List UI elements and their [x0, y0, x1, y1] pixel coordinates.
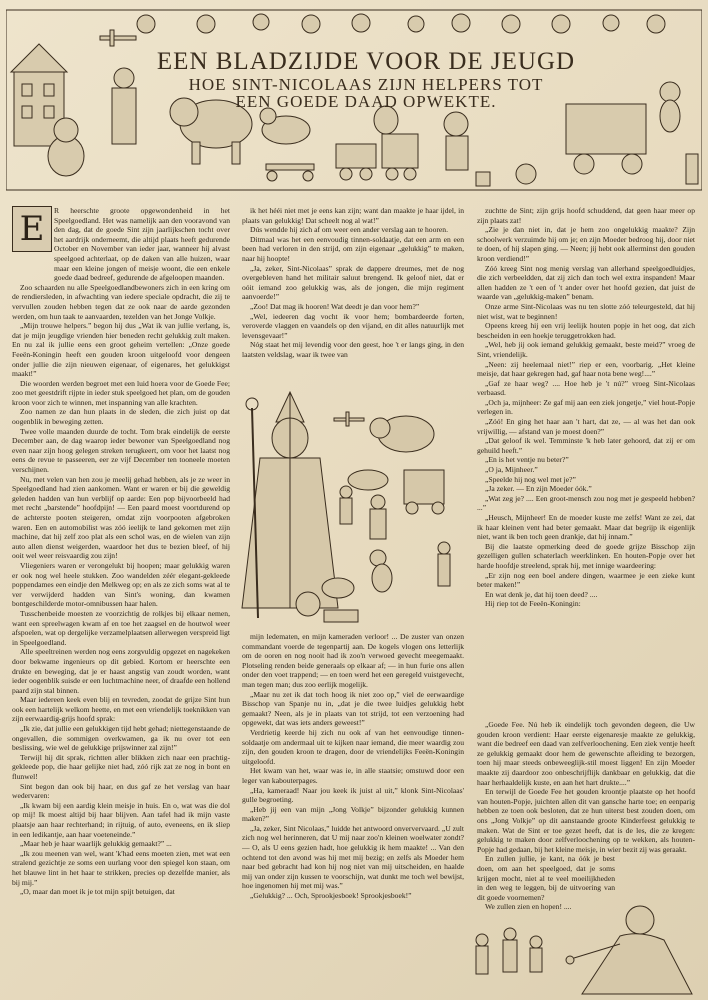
paragraph: Zoo schaarden nu alle Speelgoedlandbewoners zich in een kring om de rendiersleden, in afwachting van iedere speciale opdracht, die zij te vervullen zouden hebben tegen dat ze ook naar de aarde gezonden werden, om hun taak te aanvaarden, tezelden van het Jonge Volkje. [12, 282, 230, 321]
paragraph: We zullen zien en hopen! .... [485, 902, 572, 912]
paragraph: „Gaf ze haar weg? .... Hoe heb je 't nú?” vroeg Sint-Nicolaas verbaasd. [477, 378, 695, 398]
header-illustration [6, 4, 702, 194]
paragraph: „Ha, kameraad! Naar jou keek ik juist al uit,” klonk Sint-Nicolaas' gulle begroeting. [242, 785, 464, 805]
paragraph: Sint begon dan ook bij haar, en dus gaf ze het verslag van haar wedervaren: [12, 781, 230, 801]
fairy-queen-illustration [470, 900, 702, 996]
paragraph: Dús wendde hij zich af om weer een ander verslag aan te hooren. [250, 225, 448, 235]
subtitle-line-1: HOE SINT-NICOLAAS ZIJN HELPERS TOT [188, 75, 544, 94]
paragraph: Het kwam van het, waar was ie, in alle staatsie; omstuwd door een leger van kabouterpages. [242, 766, 464, 785]
paragraph: Nóg staat het mij levendig voor den geest, hoe 't er langs ging, in den laatsten veldslag, waar ik twee van [242, 340, 464, 359]
paragraph: „Zoo! Dat mag ik hooren! Wat deedt je dan voor hem?” [250, 301, 420, 311]
paragraph: Opeens kreeg hij een vrij leelijk houten popje in het oog, dat zich bescheiden in een hoekje teruggetrokken had. [477, 321, 695, 340]
paragraph: Zoo namen ze dan hun plaats in de sleden, die zich juist op dat oogenblik in beweging zetten. [12, 407, 230, 427]
paragraph: Verdrietig keerde hij zich nu ook af van het eenvoudige tinnen-soldaatje om andermaal uit te kijken naar iemand, die meer waardig zou zijn, den gouden kroon te dragen, door de vriendelijks Feeën-Koningin uitgeloofd. [242, 727, 464, 766]
paragraph: „Ja, zeker, Sint Nicolaas,” luidde het antwoord onververvaard. „U zult zich nog wel herinneren, dat U mij naar zoo'n kleinen woelwater zondt? — O, als U eens gezien hadt, hoe gelukkig ik hem maakte! ... Van den ochtend tot den avond was hij met mij bezig; en zelfs als Moeder hem naar bed gebracht had kon hij nog niet van mij uitscheiden, en haalde mij van onder zijn kussen te voorschijn, wat dunkt me toch wel bewijst, hoe ingenomen hij met mij was.” [242, 823, 464, 891]
paragraph: Tusschenbeide moesten ze voorzichtig de rolkjes bij elkaar nemen, want een spreelwagen kwam af en toe het zaagsel en de houtwol weer afspoelen, wat op dergelijke verzamelplaatsen allerwegen verspreid ligt in Speelgoedland. [12, 608, 230, 647]
paragraph: Ditmaal was het een eenvoudig tinnen-soldaatje, dat een arm en een been had verloren in den strijd, om zijn eigenaar „gelukkig” te maken, naar hij hoopte! [242, 234, 464, 263]
paragraph: En terwijl de Goede Fee het gouden kroontje plaatste op het hoofd van houten-Popje, juichten allen dit van gansche harte toe; en eenparig hebben ze toen ook besloten, dat ze hun uiterst best zouden doen, om ons „Jong Volkje” op dit aanstaande groote Kinderfeest gelukkig te maken. Wat de Sint er toe gezet heeft, dat is de les, die ze kregen: gelukkig te maken door zelfverloochening op te wekken, als houten-Popje had gedaan, bij het kleine meisje, in wier bezit zij was geraakt. [477, 787, 695, 854]
paragraph: „Mijn trouwe helpers.” begon hij dus „Wat ik van jullie verlang, is, dat je mijn jeugdige vrienden hier beneden recht gelukkig zult maken. En nu zal ik jullie eens een groot geheim vertellen: „Onze goede Feeën-Koningin heeft een gouden kroon uitgeloofd voor dengeen onder jullie die zijn nieuwen eigenaar, of eigenares, het gelukkigst maakt!” [12, 321, 230, 379]
paragraph: „Ik zou meenen van wel, want 'k'had eens moeten zien, met wat een stralend gezichtje ze soms een uurlang voor den spiegel kon staan, om het blauwe lint in het haar te strikken, precies op dezelfde manier, als bij mij.” [12, 848, 230, 887]
paragraph: „Wat zeg je? .... Een groot-mensch zou nog met je gespeeld hebben? ...” [477, 493, 695, 513]
paragraph: „Goede Fee. Nú heb ik eindelijk toch gevonden degeen, die Uw gouden kroon verdient: Haar eerste eigenaresje maakte ze gelukkig, want die bedreef een daad van zelfverloochening. Een ziek ventje heeft ze gelukkig gemaakt door hem de gewenschte afleiding te bezorgen, toen hij maar steeds onbeweeglijk-stil moest liggen! En zijn Moeder maakte zij daardoor zoo onbeschrijflijk dankbaar en gelukkig, dat die haar herhaaldelijk kuste, en aan het hart drukte....” [477, 720, 695, 787]
paragraph: „O, maar dan moet ik je tot mijn spijt betuigen, dat [20, 887, 175, 897]
paragraph: „Neen: zij heelemaal niet!” riep er een, voorbarig. „Het kleine meisje, dat haar gekregen had, gaf haar nota bene weg!....” [477, 359, 695, 379]
paragraph: „Dat geloof ik wel. Temminste 'k heb later gehoord, dat zij er om gehuild heeft.” [477, 436, 695, 455]
paragraph: „Wel, iedeeren dag vocht ik voor hem; bombardeerde forten, veroverde vlaggen en vaandels op den vijand, en dit alles natuurlijk met levensgevaar!” [242, 311, 464, 340]
paragraph: „Zóó! En ging het haar aan 't hart, dat ze, — al was het dan ook vrijwillig, — afstand van je moest doen?” [477, 417, 695, 436]
paragraph: „Ik zie, dat jullie een gelukkigen tijd hebt gehad; niettegenstaande de ongevallen, die sommigen overkwamen, ga ik nu over tot een beslissing, wie wel de gelukkige prijswinner zal zijn!” [12, 724, 230, 753]
paragraph: „Heb jij een van mijn „Jong Volkje” bijzonder gelukkig kunnen maken?” [242, 804, 464, 824]
paragraph: „Wel, heb jij ook iemand gelukkig gemaakt, beste meid?” vroeg de Sint, vriendelijk. [477, 340, 695, 359]
paragraph: Bij die laatste opmerking deed de goede grijze Bisschop zijn gezelligen gullen schaterlach weerklinken. En houten-Popje over het harde hoofdje streelend, sprak hij, met innige waardeering: [477, 541, 695, 570]
page-title: EEN BLADZIJDE VOOR DE JEUGD [156, 48, 576, 75]
paragraph: „Maar nu zet ik dat toch hoog ik niet zoo op,” viel de eerwaardige Bisschop van Spanje nu in, „dat je die twee luidjes gelukkig hebt gemaakt? Neen, als je in plaats van tot strijd, tot een verzoening had opgewekt, dat was iets anders geweest!” [242, 689, 464, 728]
paragraph: Zóó kreeg Sint nog menig verslag van allerhand speelgoedluidjes, die zich verbeeldden, dat zij zich dan toch wel extra inspanden! Maar allen hadden ze 't een of 't ander over het hoofd gezien, dat juist de waarde van „gelukkig-maken” benam. [477, 263, 695, 302]
paragraph: „O ja, Mijnheer.” [485, 465, 538, 475]
paragraph: „Heusch, Mijnheer! En de moeder kuste me zelfs! Want ze zei, dat ik haar kleinen vent had beter gemaakt. Maar dat begrijp ik eigenlijk niet, want ik ben toch geen drankje, dat hij innam.” [477, 513, 695, 542]
paragraph: Die woorden werden begroet met een luid hoera voor de Goede Fee; zoo met geestdrift rijpte in ieder stuk speelgoed het plan, om de gouden kroon voor zich te winnen, met inspanning van alle krachten. [12, 378, 230, 407]
page-subtitle [156, 76, 576, 110]
sint-nicolaas-illustration [238, 388, 470, 626]
article-column-1 [12, 206, 230, 994]
paragraph: zuchtte de Sint; zijn grijs hoofd schuddend, dat geen haar meer op zijn plaats zat! [477, 206, 695, 225]
paragraph: „Er zijn nog een boel andere dingen, waarmee je een zieke kunt beter maken!” [477, 570, 695, 590]
article-column-2-top [242, 206, 464, 384]
paragraph: Alle speeltreinen werden nog eens zorgvuldig opgezet en nagekeken door bekwame ingenieurs op dit gebied. Kortom er heerschte een drukte en beweging, dat je er haast angstig van zoudt worden, want ieder oogenblik suisde er een luchtmachine neer, of draafde een hollend paard zijn stal binnen. [12, 647, 230, 695]
paragraph: Onze arme Sint-Nicolaas was nu ten slotte zóó teleurgesteld, dat hij niet wist, wat te beginnen! [477, 301, 695, 321]
article-column-2-bottom [242, 632, 464, 994]
paragraph: Nu, met velen van hen zou je meelij gehad hebben, als je ze weer in Speelgoedland had zien aankomen. Want er waren er bij die geweldig geleden hadden van hun verblijf op aarde: Een pop bijvoorbeeld had met recht „barstende” hoofdpijn! — Een paard moest voortdurend op de achterste pooten steigeren, omdat zijn voorpooten afgebroken waren. Een en automobilist was zóó ieelijk te land gekomen met zijn machine, dat hij zelf zoo plat als een schol was, en de wielen van zijn auto allen dienst weigerden, waardoor het dus te bezien bleef, of hij ooit wel weer reisvaardig zou zijn! [12, 474, 230, 561]
paragraph: „Zie je dan niet in, dat je hem zoo ongelukkig maakte? Zijn schoolwerk verzuimde hij om je; en zijn Moeder bedroog hij, door niet te doen, of hij slapen ging. — Neen; jij hebt ook allerminst den gouden kroon verdiend!” [477, 225, 695, 263]
paragraph: Vliegeniers waren er verongelukt bij hoopen; maar gelukkig waren er ook nog wel heele stukken. Zoo wandelden zéér elegant-gekleede poppendames een eindje den Melkweg op; en als ze zich soms wat al te ver verwijderd hadden van Sint's woning, dan kwamen bontgeschilderde motor-omnibussen haar halen. [12, 560, 230, 609]
paragraph: „Maar heb je haar waarlijk gelukkig gemaakt?” ... [20, 839, 172, 849]
paragraph: En zullen jullie, je kant, na óók je best doen, om aan het speelgoed, dat je soms krijgen mocht, niet al te veel moeilijkheden in den weg te leggen, bij de uitvoering van dit goede voornemen? [477, 854, 615, 902]
paragraph: Maar iedereen keek even blij en tevreden, zoodat de grijze Sint hun ook een hartelijk welkom heette, en met een vriendelijk toeknikken van zijn eerwaardig-grijs hoofd sprak: [12, 695, 230, 724]
paragraph: „En is het ventje nu beter?” [485, 455, 569, 465]
paragraph: „Speelde hij nog wel met je?” [485, 474, 576, 484]
paragraph: En wat denk je, dat hij toen deed? .... [485, 589, 598, 599]
paragraph: mijn ledematen, en mijn kameraden verloor! ... De zuster van onzen commandant voerde de tegenpartij aan. De kogels vlogen ons letterlijk om de ooren en nog nooit had ik zoo'n verwoed gevecht meegemaakt. Plotseling renden beide generaals op elkaar af; — in hun furie ons allen onder den voet trappend; — en toen werd het een geregeld vuistgevecht, man tegen man; dus zoo eerlijk mogelijk. [242, 632, 464, 689]
paragraph: „Gelukkig? ... Och, Sprookjesboek! Sprookjesboek!” [250, 891, 412, 901]
paragraph: Hij riep tot de Feeën-Koningin: [485, 599, 581, 609]
subtitle-line-2: EEN GOEDE DAAD OPWEKTE. [235, 92, 497, 111]
paragraph: Twee volle maanden duurde de tocht. Tom brak eindelijk de eerste December aan, de dag waarop ieder bewoner van Speelgoedland nog even naar zijn hoog gelegen streken terugkeert, om voor het laatst nog eens de revue te passeeren, eer ze vijf December ten tooneele moeten verschijnen. [12, 426, 230, 475]
paragraph: R heerschte groote opgewondenheid in het Speelgoedland. Het was namelijk aan den vooravond van den dag, dat de goede Sint zijn jaarlijkschen tocht over het aardrijk onderneemt, die altijd plaats heeft gedurende October en November van ieder jaar, wanneer hij alvast speelgoed achterlaat, op de daken van alle huizen, waar maar een kleine jongen of meisje woont, die een enkele goede daad bedreef, gedurende de afgeloopen maanden. [54, 206, 230, 283]
paragraph: „Och ja, mijnheer: Ze gaf mij aan een ziek jongetje,” viel hout-Popje verlegen in. [477, 397, 695, 417]
article-column-3-top [477, 206, 695, 720]
paragraph: „Ik kwam bij een aardig klein meisje in huis. En o, wat was die dol op mij! Ik moest altijd bij haar blijven. Aan tafel had ik mijn vaste plaatsje aan haar rechterhand; in rijtuig, of auto, eveneens, en ik sliep in een ledikantje, aan haar voeteneinde.” [12, 800, 230, 839]
drop-cap: E [12, 206, 52, 252]
paragraph: „Ja zeker. — En zijn Moeder óók.” [485, 484, 592, 494]
paragraph: „Ja, zeker, Sint-Nicolaas” sprak de dappere dreumes, met de nog overgebleven hand het militair saluut brengend. Ik geloof niet, dat er oóit iemand zoo gelukkig was, als de jongen, die mijn regiment aanvoerde!” [242, 263, 464, 302]
paragraph: ik het hééi niet met je eens kan zijn; want dan maakte je haar ijdel, in plaats van gelukkig! Dat scheelt nog al wat!” [242, 206, 464, 225]
paragraph: Terwijl hij dit sprak, richtten aller blikken zich naar een prachtig-gekleede pop, die haar gelijke niet had, zóó rijk zat ze nog in bont en flunwel! [12, 752, 230, 782]
